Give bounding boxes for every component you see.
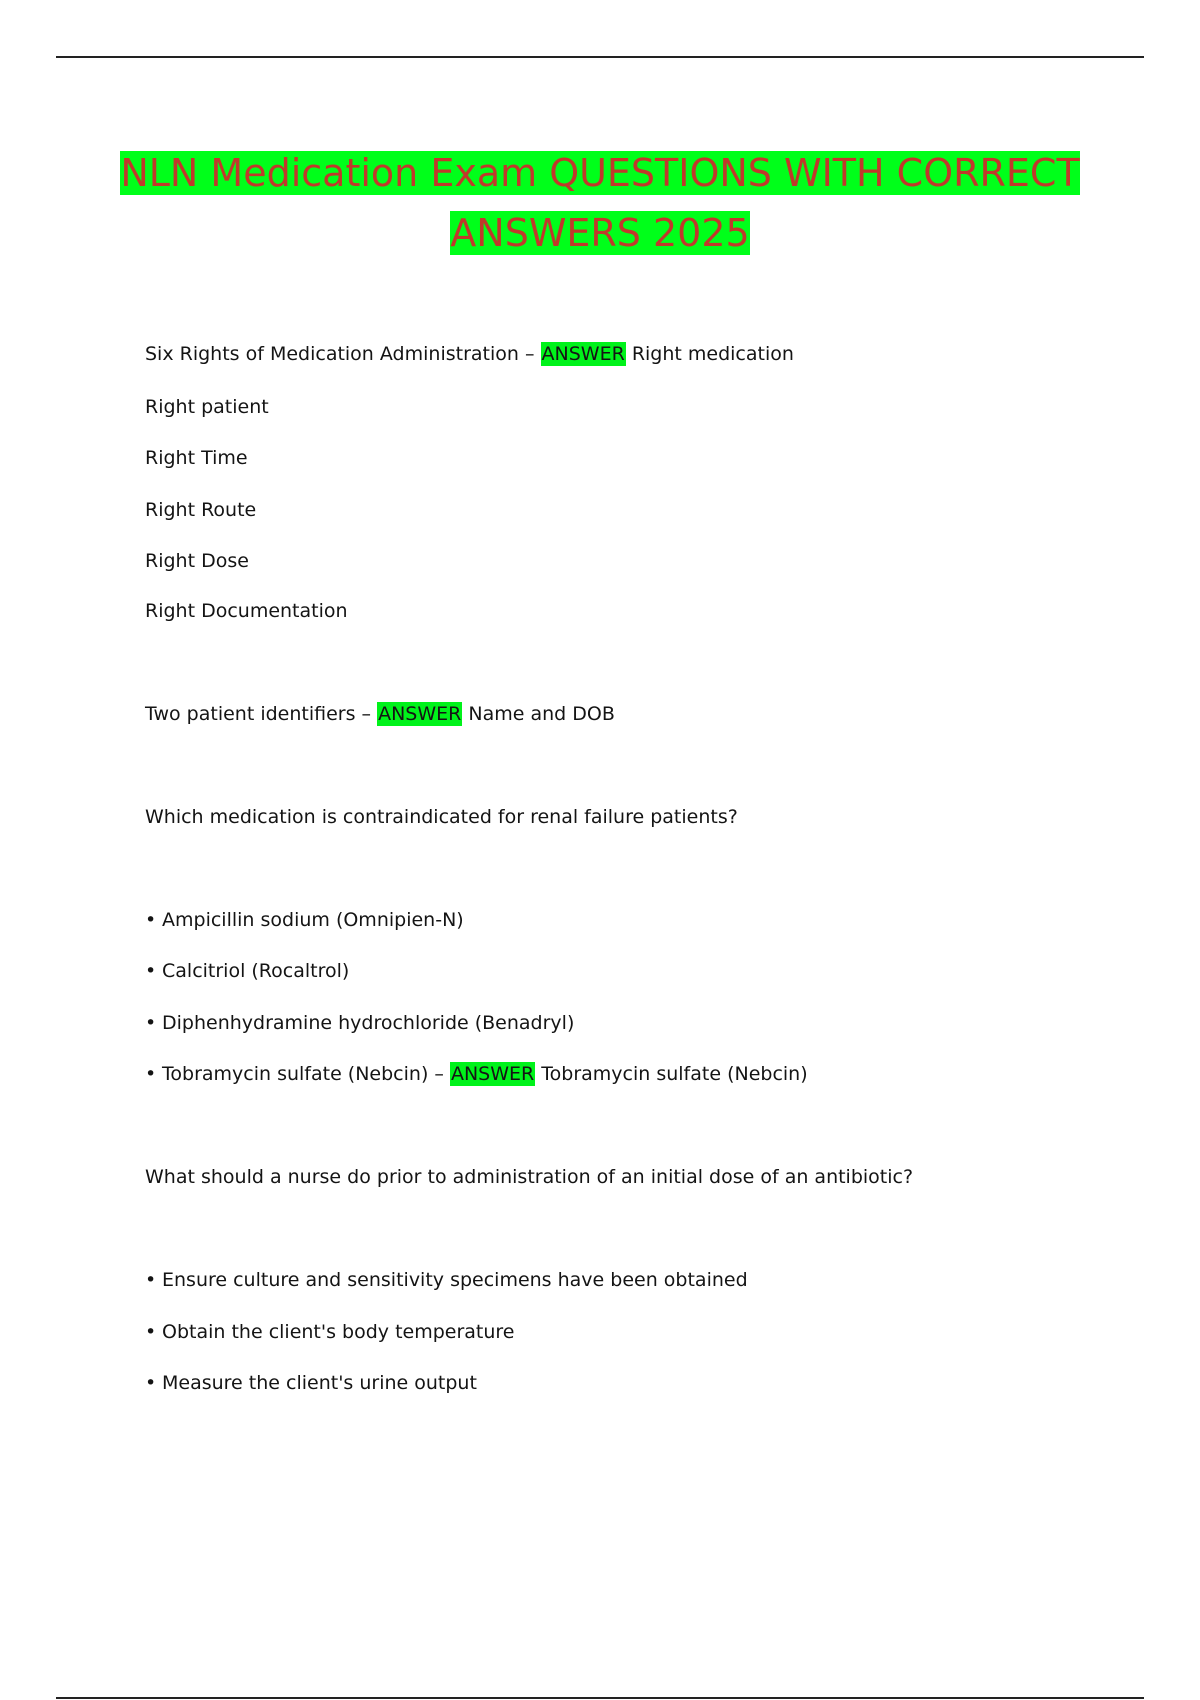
q3-option-text: Diphenhydramine hydrochloride (Benadryl)	[162, 1012, 575, 1034]
q3-option	[145, 958, 349, 984]
bullet-glyph: •	[145, 1063, 157, 1085]
top-rule	[56, 56, 1144, 58]
q1-answer-item: Right Dose	[145, 550, 249, 572]
q1-answer-item: Right Route	[145, 499, 257, 521]
q3-answer: Tobramycin sulfate (Nebcin)	[535, 1063, 808, 1085]
q4-option	[145, 1319, 515, 1345]
bottom-rule	[56, 1697, 1144, 1699]
q3-option-text: Ampicillin sodium (Omnipien-N)	[162, 909, 464, 931]
q4-option	[145, 1267, 748, 1293]
q4-option	[145, 1370, 477, 1396]
q1-answer-item: Right Documentation	[145, 600, 348, 622]
bullet-glyph: •	[145, 909, 157, 931]
q1-answer-item: Right patient	[145, 396, 269, 418]
q2-prefix: Two patient identifiers –	[145, 703, 378, 725]
bullet-glyph: •	[145, 960, 157, 982]
q4-option-text: Measure the client's urine output	[162, 1372, 477, 1394]
q3-option	[145, 907, 464, 933]
q2-answer: Name and DOB	[462, 703, 615, 725]
q1-line	[145, 341, 794, 367]
q1-answer-item: Right Time	[145, 447, 248, 469]
bullet-glyph: •	[145, 1321, 157, 1343]
answer-tag: ANSWER	[541, 343, 625, 365]
q3-option-text: Tobramycin sulfate (Nebcin) –	[162, 1063, 450, 1085]
title-line-2: ANSWERS 2025	[450, 211, 750, 255]
q2-line	[145, 701, 615, 727]
document-title	[120, 143, 1080, 263]
q3-question: Which medication is contraindicated for renal failure patients?	[145, 806, 738, 828]
q4-question: What should a nurse do prior to administration of an initial dose of an antibiotic?	[145, 1166, 914, 1188]
bullet-glyph: •	[145, 1012, 157, 1034]
q3-option	[145, 1010, 574, 1036]
bullet-glyph: •	[145, 1269, 157, 1291]
answer-tag: ANSWER	[378, 703, 462, 725]
q1-prefix: Six Rights of Medication Administration –	[145, 343, 541, 365]
bullet-glyph: •	[145, 1372, 157, 1394]
q4-option-text: Obtain the client's body temperature	[162, 1321, 515, 1343]
q3-option-text: Calcitriol (Rocaltrol)	[162, 960, 350, 982]
q4-option-text: Ensure culture and sensitivity specimens have been obtained	[162, 1269, 748, 1291]
q1-answer: Right medication	[625, 343, 794, 365]
title-line-1: NLN Medication Exam QUESTIONS WITH CORRECT	[120, 151, 1080, 195]
answer-tag: ANSWER	[450, 1063, 535, 1085]
q3-option	[145, 1061, 808, 1087]
